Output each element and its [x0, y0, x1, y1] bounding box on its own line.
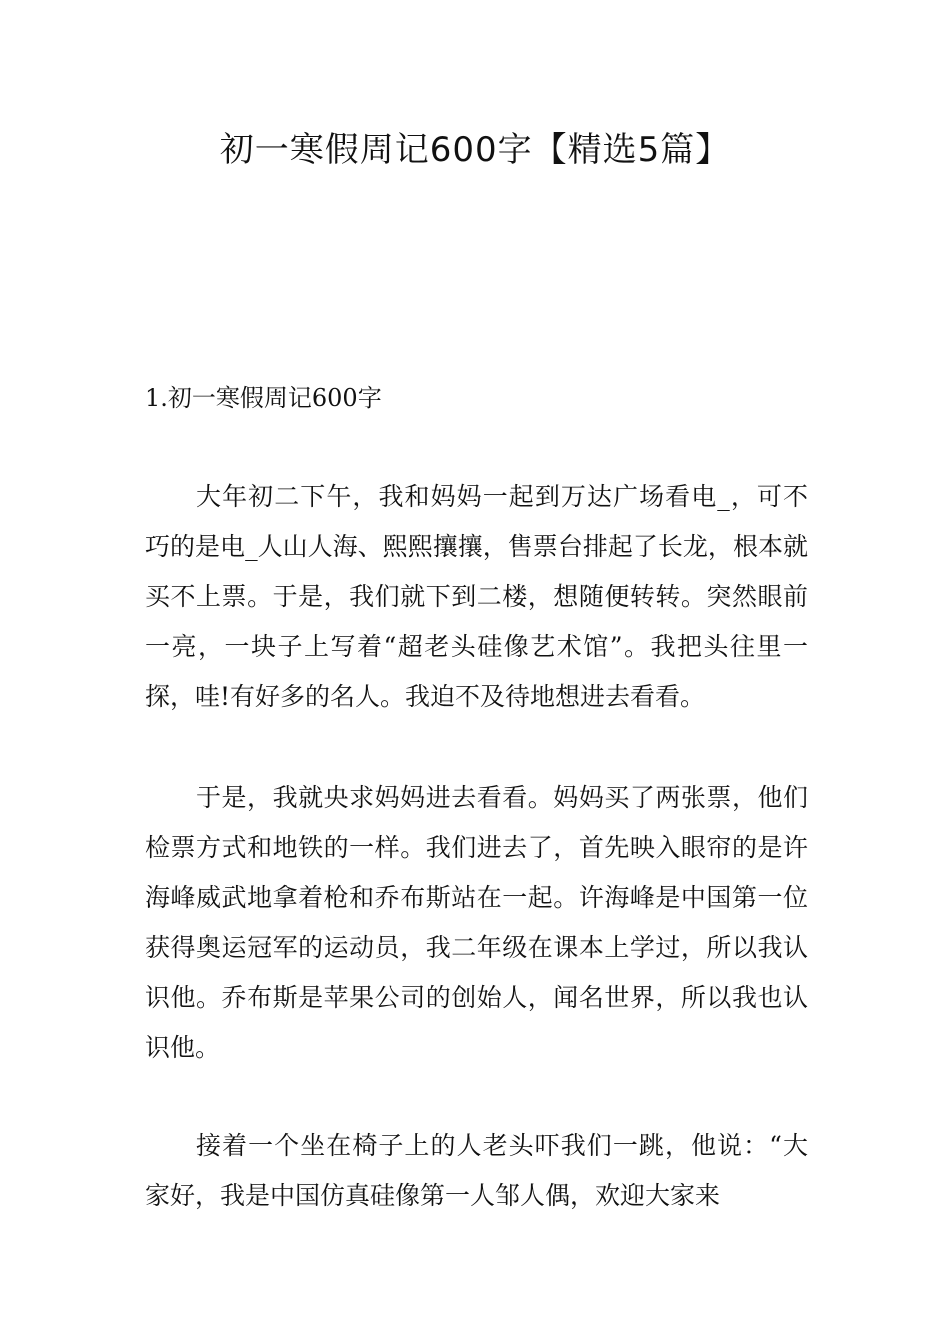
paragraph-2: 于是，我就央求妈妈进去看看。妈妈买了两张票，他们检票方式和地铁的一样。我们进去了，首先映入眼帘的是许海峰威武地拿着枪和乔布斯站在一起。许海峰是中国第一位获得奥运冠军的运动员，我二年级在课本上学过，所以我认识他。乔布斯是苹果公司的创始人，闻名世界，所以我也认识他。 [145, 783, 808, 1062]
document-title: 初一寒假周记600字【精选5篇】 [219, 130, 731, 170]
paragraph-3: 接着一个坐在椅子上的人老头吓我们一跳，他说：“大家好，我是中国仿真硅像第一人邹人偶，欢迎大家来 [145, 1131, 808, 1210]
section-heading: 1.初一寒假周记600字 [145, 384, 382, 412]
paragraph-1: 大年初二下午，我和妈妈一起到万达广场看电_，可不巧的是电_人山人海、熙熙攘攘，售票台排起了长龙，根本就买不上票。于是，我们就下到二楼，想随便转转。突然眼前一亮，一块子上写着“超老头硅像艺术馆”。我把头往里一探，哇!有好多的名人。我迫不及待地想进去看看。 [145, 482, 808, 711]
